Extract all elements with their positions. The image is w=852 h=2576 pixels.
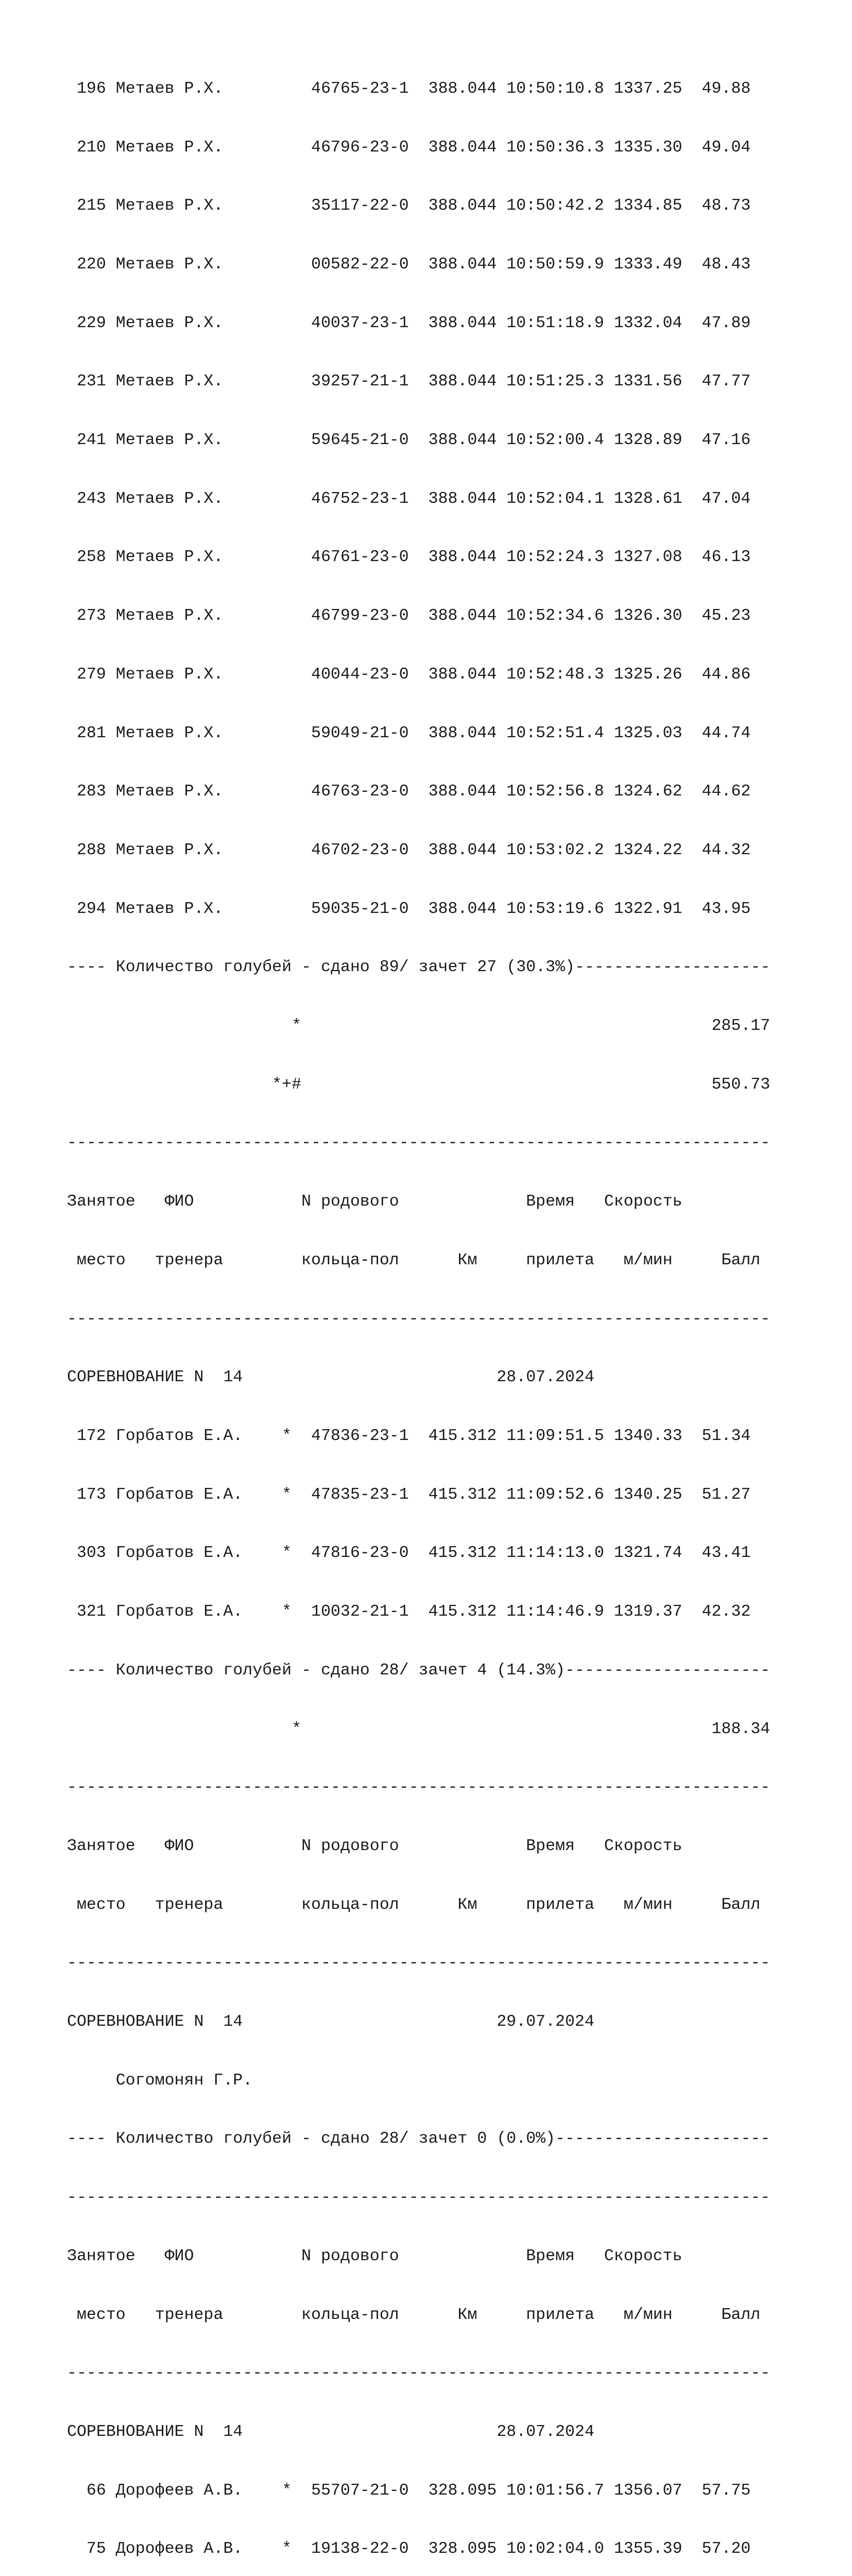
result-row: 258 Метаев Р.Х. 46761-23-0 388.044 10:52:24.3 1327.08 46.13 — [67, 548, 751, 567]
competition-header: СОРЕВНОВАНИЕ N 14 29.07.2024 — [67, 2013, 594, 2031]
column-header: место тренера кольца-пол Км прилета м/мин Балл — [67, 1251, 761, 1269]
result-row: 172 Горбатов Е.А. * 47836-23-1 415.312 11:09:51.5 1340.33 51.34 — [67, 1427, 751, 1445]
points-total: *+# 550.73 — [67, 1075, 771, 1094]
result-row: 283 Метаев Р.Х. 46763-23-0 388.044 10:52:56.8 1324.62 44.62 — [67, 783, 751, 801]
separator: ------------------------------------------------------------------------ — [67, 1778, 771, 1797]
separator: ------------------------------------------------------------------------ — [67, 1954, 771, 1973]
result-row: 273 Метаев Р.Х. 46799-23-0 388.044 10:52:34.6 1326.30 45.23 — [67, 607, 751, 625]
column-header: Занятое ФИО N родового Время Скорость — [67, 1193, 683, 1211]
result-row: 279 Метаев Р.Х. 40044-23-0 388.044 10:52:48.3 1325.26 44.86 — [67, 665, 751, 684]
pigeon-count-summary: ---- Количество голубей - сдано 28/ зачет 4 (14.3%)--------------------- — [67, 1661, 771, 1680]
result-row: 229 Метаев Р.Х. 40037-23-1 388.044 10:51:18.9 1332.04 47.89 — [67, 314, 751, 332]
pigeon-count-summary: ---- Количество голубей - сдано 28/ зачет 0 (0.0%)---------------------- — [67, 2130, 771, 2148]
result-row: 243 Метаев Р.Х. 46752-23-1 388.044 10:52:04.1 1328.61 47.04 — [67, 489, 751, 508]
separator: ------------------------------------------------------------------------ — [67, 2189, 771, 2207]
column-header: Занятое ФИО N родового Время Скорость — [67, 1837, 683, 1855]
column-header: Занятое ФИО N родового Время Скорость — [67, 2247, 683, 2265]
result-row: 215 Метаев Р.Х. 35117-22-0 388.044 10:50:42.2 1334.85 48.73 — [67, 197, 751, 215]
points-total: * 285.17 — [67, 1017, 771, 1036]
column-header: место тренера кольца-пол Км прилета м/мин Балл — [67, 2306, 761, 2324]
result-row: 210 Метаев Р.Х. 46796-23-0 388.044 10:50:36.3 1335.30 49.04 — [67, 138, 751, 157]
result-row: 231 Метаев Р.Х. 39257-21-1 388.044 10:51:25.3 1331.56 47.77 — [67, 372, 751, 391]
result-row: 196 Метаев Р.Х. 46765-23-1 388.044 10:50:10.8 1337.25 49.88 — [67, 79, 751, 98]
pigeon-count-summary: ---- Количество голубей - сдано 89/ зачет 27 (30.3%)-------------------- — [67, 958, 771, 977]
result-row: 288 Метаев Р.Х. 46702-23-0 388.044 10:53:02.2 1324.22 44.32 — [67, 841, 751, 859]
separator: ------------------------------------------------------------------------ — [67, 1134, 771, 1153]
competition-header: СОРЕВНОВАНИЕ N 14 28.07.2024 — [67, 1368, 594, 1387]
result-row: 281 Метаев Р.Х. 59049-21-0 388.044 10:52:51.4 1325.03 44.74 — [67, 724, 751, 742]
result-row: 75 Дорофеев А.В. * 19138-22-0 328.095 10:02:04.0 1355.39 57.20 — [67, 2540, 751, 2558]
results-printout — [67, 40, 814, 2576]
result-row: 220 Метаев Р.Х. 00582-22-0 388.044 10:50:59.9 1333.49 48.43 — [67, 255, 751, 274]
result-row: 321 Горбатов Е.А. * 10032-21-1 415.312 11:14:46.9 1319.37 42.32 — [67, 1603, 751, 1621]
result-row: 241 Метаев Р.Х. 59645-21-0 388.044 10:52:00.4 1328.89 47.16 — [67, 431, 751, 450]
result-row: 294 Метаев Р.Х. 59035-21-0 388.044 10:53:19.6 1322.91 43.95 — [67, 900, 751, 918]
competition-header: СОРЕВНОВАНИЕ N 14 28.07.2024 — [67, 2422, 594, 2441]
separator: ------------------------------------------------------------------------ — [67, 2364, 771, 2383]
column-header: место тренера кольца-пол Км прилета м/мин Балл — [67, 1895, 761, 1914]
result-row: 303 Горбатов Е.А. * 47816-23-0 415.312 11:14:13.0 1321.74 43.41 — [67, 1544, 751, 1563]
result-row: 173 Горбатов Е.А. * 47835-23-1 415.312 11:09:52.6 1340.25 51.27 — [67, 1485, 751, 1504]
trainer-name: Согомонян Г.Р. — [67, 2071, 253, 2090]
separator: ------------------------------------------------------------------------ — [67, 1310, 771, 1328]
result-row: 66 Дорофеев А.В. * 55707-21-0 328.095 10:01:56.7 1356.07 57.75 — [67, 2481, 751, 2500]
points-total: * 188.34 — [67, 1720, 771, 1738]
